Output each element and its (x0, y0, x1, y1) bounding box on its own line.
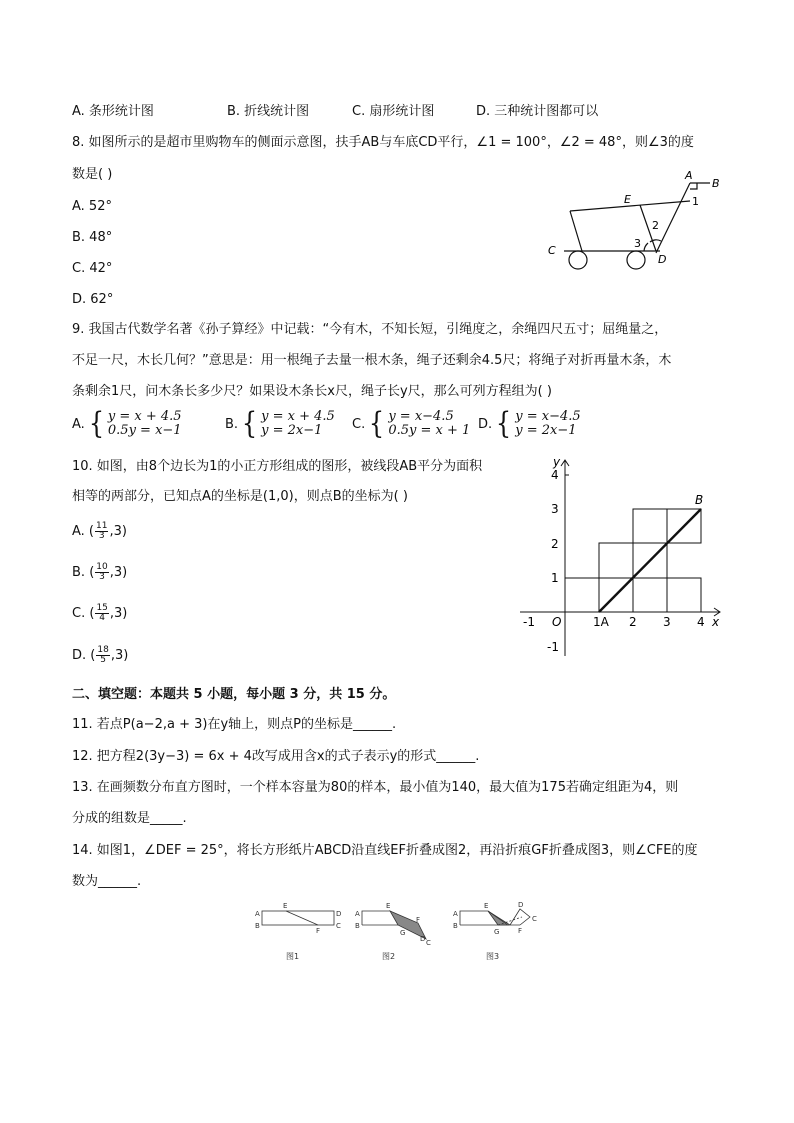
y-axis-label: y (553, 455, 561, 469)
q8-option-d: D. 62° (72, 292, 114, 307)
angle-3-arc (644, 243, 648, 251)
y-tick-3: 3 (551, 502, 559, 516)
svg-text:C: C (532, 915, 537, 923)
fig1-caption: 图1 (286, 952, 300, 961)
grid-square (599, 543, 633, 578)
y-tick-2: 2 (551, 537, 559, 551)
y-tick-4: 4 (551, 468, 559, 482)
q8-option-a: A. 52° (72, 199, 112, 214)
q10-option-b-den: 3 (99, 572, 105, 582)
svg-text:D: D (336, 910, 342, 918)
q9-stem-line1: 9. 我国古代数学名著《孙子算经》中记载：“今有木，不知长短，引绳度之，余绳四尺五寸；屈绳量之， (72, 322, 668, 337)
q10-option-c: C. ( $\frac{15}{4}$ ,3) (72, 603, 128, 623)
q9-stem-line2: 不足一尺，木长几何？”意思是：用一根绳子去量一根木条，绳子还剩余4.5尺；将绳子对折再量木条，木 (72, 353, 672, 368)
q10-option-a-letter: A. (72, 524, 85, 539)
q14-line2: 数为______. (72, 874, 142, 889)
svg-text:A: A (355, 910, 360, 918)
q10-option-a-tail: ,3) (109, 524, 127, 539)
q13-line1: 13. 在画频数分布直方图时，一个样本容量为80的样本，最小值为140，最大值为175若确定组距为4，则 (72, 780, 679, 795)
q10-grid-figure (515, 452, 725, 662)
label-2: 2 (652, 219, 659, 232)
q9-option-c-letter: C. (352, 416, 366, 432)
fig3-caption: 图3 (486, 952, 500, 961)
svg-text:E: E (283, 902, 288, 910)
q7-option-d: D. 三种统计图都可以 (476, 104, 599, 119)
svg-text:A: A (453, 910, 458, 918)
q9-option-d: D. { y = x−4.5 y = 2x−1 (478, 406, 581, 441)
origin-label: O (552, 615, 562, 629)
q9-option-c-eq1: y = x−4.5 (388, 409, 454, 424)
q9-option-a-letter: A. (72, 416, 85, 432)
q10-option-d-letter: D. (72, 648, 87, 663)
q10-option-a: A. ( $\frac{11}{3}$ ,3) (72, 521, 127, 541)
x-tick-2: 2 (629, 615, 637, 629)
label-d: D (658, 253, 667, 266)
q8-stem-line1: 8. 如图所示的是超市里购物车的侧面示意图，扶手AB与车底CD平行，∠1 = 100°，∠2 = 48°，则∠3的度 (72, 135, 694, 150)
q10-option-d-num: 18 (97, 645, 109, 655)
right-angle-mark (690, 183, 697, 189)
grid-square (667, 578, 701, 612)
q10-option-d-tail: ,3) (110, 648, 129, 663)
svg-text:B: B (453, 922, 458, 930)
q14-folding-figures (250, 895, 550, 965)
q14-line1: 14. 如图1，∠DEF = 25°，将长方形纸片ABCD沿直线EF折叠成图2，再沿折痕GF折叠成图3，则∠CFE的度 (72, 843, 698, 858)
q8-option-c: C. 42° (72, 261, 113, 276)
q9-option-d-eq1: y = x−4.5 (515, 409, 581, 424)
y-tick-neg1: -1 (547, 640, 559, 654)
q8-stem-line2: 数是( ) (72, 167, 113, 182)
q9-option-a: A. { y = x + 4.5 0.5y = x−1 (72, 406, 182, 441)
y-tick-1: 1 (551, 571, 559, 585)
cart-front-strut (656, 183, 690, 253)
q9-option-d-eq2: y = 2x−1 (515, 423, 577, 438)
svg-text:B: B (355, 922, 360, 930)
q7-option-a: A. 条形统计图 (72, 104, 154, 119)
q9-option-d-letter: D. (478, 416, 493, 432)
label-a: A (685, 169, 693, 182)
grid-square (565, 578, 599, 612)
q10-option-c-num: 15 (96, 603, 108, 613)
svg-text:C: C (426, 939, 431, 947)
q9-option-b: B. { y = x + 4.5 y = 2x−1 (225, 406, 335, 441)
x-tick-neg1: -1 (523, 615, 535, 629)
q10-option-b-letter: B. (72, 565, 86, 580)
cart-back-strut (570, 211, 582, 251)
x-tick-3: 3 (663, 615, 671, 629)
grid-square (633, 509, 667, 543)
svg-text:F: F (416, 916, 421, 924)
q10-option-b: B. ( $\frac{10}{3}$ ,3) (72, 562, 128, 582)
svg-text:F: F (518, 927, 523, 935)
q8-option-b: B. 48° (72, 230, 113, 245)
q10-option-d: D. ( $\frac{18}{5}$ ,3) (72, 645, 129, 665)
svg-text:A: A (255, 910, 260, 918)
point-b-label: B (695, 493, 704, 507)
fig3-shaded (488, 911, 508, 925)
svg-text:G: G (494, 928, 500, 936)
label-1: 1 (692, 195, 699, 208)
fig1-fold-line (286, 911, 318, 925)
q7-option-b: B. 折线统计图 (227, 104, 310, 119)
wheel-right (627, 251, 645, 269)
label-3: 3 (634, 237, 641, 250)
q13-line2: 分成的组数是_____. (72, 811, 187, 826)
fig1-rectangle (262, 911, 334, 925)
label-b: B (712, 177, 720, 190)
svg-text:D: D (518, 901, 524, 909)
x-tick-4: 4 (697, 615, 705, 629)
q10-option-d-den: 5 (100, 655, 106, 665)
q10-option-c-letter: C. (72, 606, 86, 621)
svg-text:G: G (400, 929, 406, 937)
q10-option-b-tail: ,3) (109, 565, 128, 580)
x-axis-label: x (712, 615, 720, 629)
q10-stem-line2: 相等的两部分，已知点A的坐标是(1,0)，则点B的坐标为( ) (72, 489, 408, 504)
fig3-folded-corner (510, 909, 530, 925)
section2-title: 二、填空题：本题共 5 小题，每小题 3 分，共 15 分。 (72, 687, 396, 702)
q9-stem-line3: 条剩余1尺，问木条长多少尺？如果设木条长x尺，绳子长y尺，那么可列方程组为( ) (72, 384, 552, 399)
grid-square (633, 578, 667, 612)
point-a-label: 1A (593, 615, 609, 629)
wheel-left (569, 251, 587, 269)
q10-option-b-num: 10 (96, 562, 108, 572)
svg-text:D: D (420, 935, 426, 943)
q10-option-a-den: 3 (98, 531, 105, 541)
q8-cart-figure (540, 165, 730, 275)
q9-option-a-eq1: y = x + 4.5 (107, 409, 182, 424)
svg-text:F: F (316, 927, 321, 935)
label-e: E (624, 193, 631, 206)
q10-option-c-tail: ,3) (109, 606, 128, 621)
q7-option-c: C. 扇形统计图 (352, 104, 435, 119)
svg-text:C: C (336, 922, 341, 930)
q10-stem-line1: 10. 如图，由8个边长为1的小正方形组成的图形，被线段AB平分为面积 (72, 459, 483, 474)
q9-option-c: C. { y = x−4.5 0.5y = x + 1 (352, 406, 471, 441)
q10-option-c-den: 4 (99, 613, 106, 623)
q9-option-b-eq2: y = 2x−1 (261, 423, 323, 438)
segment-ab (599, 509, 701, 612)
q9-option-c-eq2: 0.5y = x + 1 (388, 423, 471, 438)
svg-text:E: E (386, 902, 391, 910)
svg-text:E: E (484, 902, 489, 910)
label-c: C (548, 244, 556, 257)
q10-option-a-num: 11 (96, 521, 108, 531)
q12-text: 12. 把方程2(3y−3) = 6x + 4改写成用含x的式子表示y的形式______. (72, 749, 480, 764)
q9-option-b-letter: B. (225, 416, 239, 432)
q11-text: 11. 若点P(a−2,a + 3)在y轴上，则点P的坐标是______. (72, 717, 397, 732)
svg-text:B: B (255, 922, 260, 930)
q9-option-b-eq1: y = x + 4.5 (261, 409, 335, 424)
fig2-caption: 图2 (382, 952, 396, 961)
q9-option-a-eq2: 0.5y = x−1 (107, 423, 182, 438)
